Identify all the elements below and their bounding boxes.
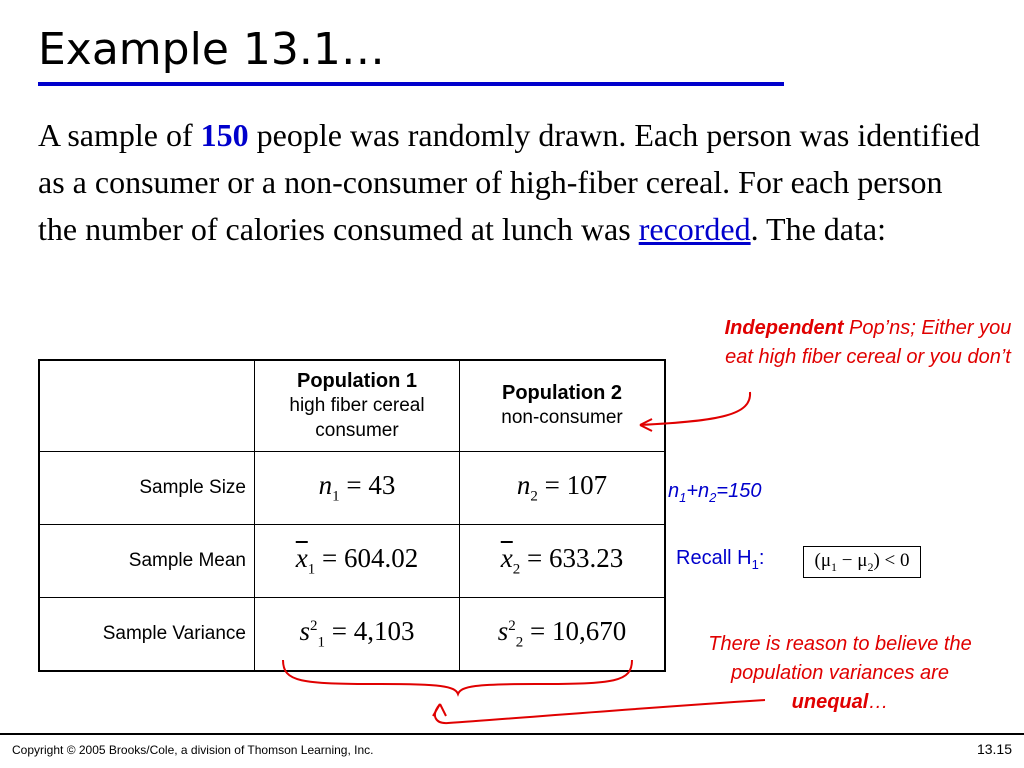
unequal-arrow: [435, 700, 765, 723]
recall-colon: :: [758, 547, 765, 569]
variance-brace: [283, 660, 632, 694]
population-1-title: Population 1: [297, 369, 417, 392]
symbol: n: [516, 470, 531, 501]
independent-arrow: [640, 392, 750, 425]
subscript: 1: [332, 488, 340, 505]
cell-value: = 43: [346, 470, 396, 501]
hyp-close: ) < 0: [873, 550, 910, 571]
population-2-desc: non-consumer: [501, 407, 623, 428]
cell-value: = 633.23: [527, 543, 624, 574]
cell-value: = 4,103: [331, 616, 415, 647]
hyp-minus: − μ: [837, 550, 868, 571]
cell-value: = 107: [544, 470, 608, 501]
sample-count: 150: [200, 117, 249, 153]
sum-n1: n: [668, 480, 680, 502]
sum-n2: n: [698, 480, 710, 502]
subscript: 1: [317, 634, 326, 651]
recorded-link[interactable]: recorded: [638, 211, 751, 247]
sum-plus: +: [686, 480, 699, 502]
sum-value: =150: [716, 480, 762, 502]
sum-index-1: 1: [679, 490, 687, 505]
copyright-text: Copyright © 2005 Brooks/Cole, a division of Thomson Learning, Inc.: [12, 743, 374, 757]
population-1-desc-2: consumer: [315, 419, 399, 441]
independent-rest: Pop’ns; Either you eat high fiber cereal or you don’t: [725, 317, 1012, 368]
independent-bold: Independent: [724, 317, 844, 339]
cell-value: = 604.02: [322, 543, 419, 574]
row-label-text: Sample Size: [139, 477, 246, 498]
symbol: s: [497, 616, 509, 647]
hyp-index-2: 2: [867, 559, 874, 574]
symbol: $\overline{x}$: [295, 543, 308, 574]
unequal-arrowhead: [433, 704, 446, 716]
symbol: n: [318, 470, 333, 501]
symbol: s: [299, 616, 311, 647]
intro-text-2: people was randomly drawn. Each person was identified as a consumer or a non-consumer of high-fiber cereal. For each person the number of calories consumed at lunch was: [38, 117, 980, 247]
footer-divider: [0, 733, 1024, 735]
subscript: 1: [307, 561, 316, 578]
hyp-open: (μ: [814, 550, 832, 571]
slide-title: Example 13.1…: [38, 24, 385, 75]
sum-index-2: 2: [709, 490, 717, 505]
superscript: 2: [310, 618, 318, 635]
row-label-text: Sample Mean: [128, 550, 246, 571]
superscript: 2: [508, 618, 516, 635]
unequal-ellipsis: …: [868, 691, 889, 713]
recall-text: Recall H: [676, 547, 752, 569]
subscript: 2: [512, 561, 521, 578]
row-label-text: Sample Variance: [102, 623, 246, 644]
symbol: $\overline{x}$: [500, 543, 513, 574]
unequal-bold: unequal: [791, 691, 869, 713]
cell-value: = 10,670: [530, 616, 627, 647]
unequal-text: There is reason to believe the population variances are: [708, 633, 972, 684]
intro-text-3: . The data:: [750, 211, 886, 247]
slide-number: 13.15: [976, 741, 1012, 757]
intro-text-1: A sample of: [38, 117, 201, 153]
subscript: 2: [515, 634, 524, 651]
population-2-title: Population 2: [502, 382, 622, 404]
population-1-desc-1: high fiber cereal: [289, 394, 425, 416]
hyp-index-1: 1: [831, 559, 838, 574]
recall-index: 1: [751, 557, 759, 572]
subscript: 2: [530, 488, 538, 505]
